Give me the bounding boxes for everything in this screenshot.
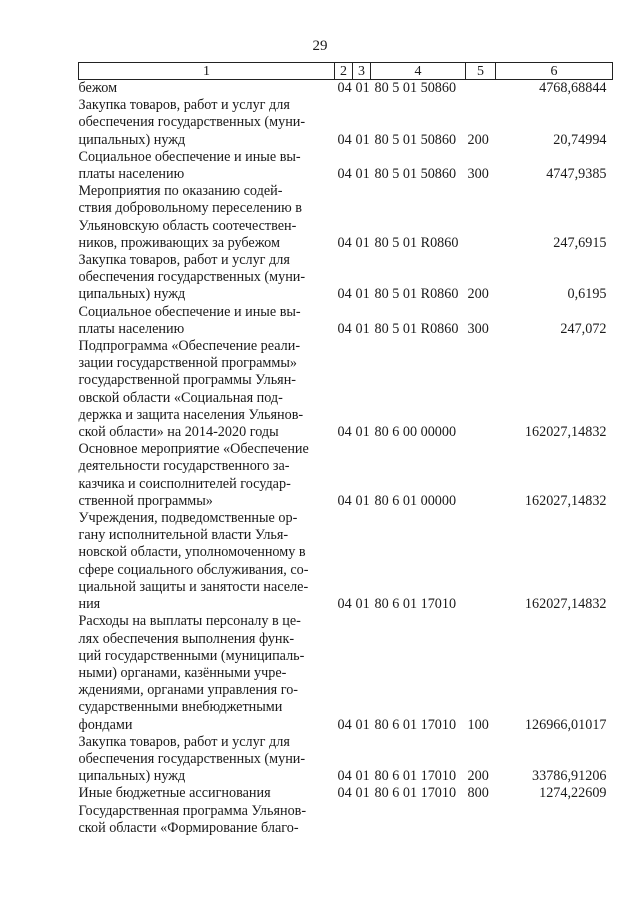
expense-type-code: 200 — [467, 286, 489, 303]
expense-type-code: 300 — [467, 320, 489, 337]
row-description — [79, 252, 335, 304]
section-code: 04 — [337, 234, 352, 251]
amount-value: 162027,14832 — [524, 492, 607, 509]
description-line: Расходы на выплаты персоналу в це- — [78, 613, 301, 630]
section-code: 04 — [337, 596, 352, 613]
subsection-code: 01 — [355, 320, 370, 337]
description-line: Закупка товаров, работ и услуг для — [78, 733, 290, 750]
expense-type-code: 300 — [467, 166, 489, 183]
col-header-section: 2 — [335, 63, 353, 80]
section-code: 04 — [337, 286, 352, 303]
description-line: лях обеспечения выполнения функ- — [78, 630, 295, 647]
amount-value: 162027,14832 — [524, 424, 607, 441]
expense-type-code — [466, 803, 496, 837]
description-line: ций государственными (муниципаль- — [78, 647, 305, 664]
amount-value: 4747,9385 — [546, 166, 607, 183]
target-article-code: 80 5 01 R0860 — [374, 234, 459, 251]
subsection-code: 01 — [355, 716, 370, 733]
section-code: 04 — [337, 768, 352, 785]
table-body — [79, 80, 613, 837]
description-line: обеспечения государственных (муни- — [78, 750, 306, 767]
target-article-code: 80 6 01 17010 — [374, 716, 457, 733]
table-row — [79, 803, 613, 837]
target-article-code: 80 5 01 50860 — [374, 80, 457, 96]
description-line: ципальных) нужд — [78, 286, 186, 303]
description-line: сударственными внебюджетными — [78, 699, 283, 716]
section-code: 04 — [337, 320, 352, 337]
section-code — [335, 803, 353, 837]
expense-type-code — [466, 338, 496, 441]
amount-value: 247,072 — [560, 320, 607, 337]
description-line: платы населению — [78, 166, 185, 183]
expense-type-code: 200 — [467, 131, 489, 148]
section-code: 04 — [337, 166, 352, 183]
subsection-code: 01 — [355, 768, 370, 785]
description-line: гану исполнительной власти Улья- — [78, 527, 289, 544]
target-article-code: 80 5 01 50860 — [374, 131, 457, 148]
description-line: казчика и соисполнителей государ- — [78, 475, 291, 492]
subsection-code: 01 — [355, 166, 370, 183]
target-article-code: 80 6 01 17010 — [374, 768, 457, 785]
row-description — [79, 613, 335, 733]
row-description — [79, 80, 335, 98]
expense-type-code — [466, 510, 496, 613]
description-line: овской области «Социальная под- — [78, 389, 283, 406]
row-description — [79, 149, 335, 183]
target-article-code: 80 5 01 R0860 — [374, 320, 459, 337]
description-line: обеспечения государственных (муни- — [78, 114, 306, 131]
table-row — [79, 304, 613, 338]
row-description — [79, 97, 335, 149]
description-line: фондами — [78, 716, 133, 733]
subsection-code: 01 — [355, 80, 370, 96]
description-line: бежом — [78, 80, 118, 96]
description-line: зации государственной программы» — [78, 355, 297, 372]
amount-value: 4768,68844 — [539, 80, 607, 96]
expense-type-code: 100 — [467, 716, 489, 733]
expense-type-code — [466, 80, 496, 98]
row-description — [79, 441, 335, 510]
table-row — [79, 183, 613, 252]
description-line: ствия добровольному переселению в — [78, 200, 302, 217]
description-line: ственной программы» — [78, 492, 213, 509]
description-line: Государственная программа Ульянов- — [78, 802, 307, 819]
description-line: Иные бюджетные ассигнования — [78, 785, 271, 802]
table-row — [79, 441, 613, 510]
subsection-code: 01 — [355, 286, 370, 303]
description-line: государственной программы Ульян- — [78, 372, 297, 389]
row-description — [79, 803, 335, 837]
header-row — [79, 63, 613, 80]
target-article-code: 80 6 01 00000 — [374, 492, 457, 509]
amount-value: 33786,91206 — [532, 768, 607, 785]
col-header-target-article: 4 — [371, 63, 466, 80]
row-description — [79, 338, 335, 441]
description-line: Закупка товаров, работ и услуг для — [78, 252, 290, 269]
row-description — [79, 183, 335, 252]
section-code: 04 — [337, 492, 352, 509]
amount-value: 126966,01017 — [524, 716, 607, 733]
table-row — [79, 338, 613, 441]
table-row — [79, 785, 613, 802]
description-line: держка и защита населения Ульянов- — [78, 406, 304, 423]
amount-value — [496, 803, 613, 837]
subsection-code: 01 — [355, 596, 370, 613]
description-line: ципальных) нужд — [78, 768, 186, 785]
expense-type-code: 800 — [467, 785, 489, 802]
target-article-code: 80 6 00 00000 — [374, 424, 457, 441]
section-code: 04 — [337, 424, 352, 441]
page-number: 29 — [312, 38, 328, 54]
row-description — [79, 304, 335, 338]
target-article-code: 80 6 01 17010 — [374, 596, 457, 613]
description-line: Социальное обеспечение и иные вы- — [78, 303, 301, 320]
subsection-code: 01 — [355, 234, 370, 251]
description-line: ждениями, органами управления го- — [78, 682, 299, 699]
description-line: Подпрограмма «Обеспечение реали- — [78, 338, 301, 355]
description-line: платы населению — [78, 320, 185, 337]
description-line: обеспечения государственных (муни- — [78, 269, 306, 286]
section-code: 04 — [337, 131, 352, 148]
description-line: Социальное обеспечение и иные вы- — [78, 148, 301, 165]
table-row — [79, 734, 613, 786]
col-header-amount: 6 — [496, 63, 613, 80]
subsection-code: 01 — [355, 424, 370, 441]
description-line: ников, проживающих за рубежом — [78, 234, 280, 251]
description-line: ния — [78, 596, 101, 613]
col-header-description: 1 — [79, 63, 335, 80]
table-row — [79, 252, 613, 304]
expense-type-code — [466, 441, 496, 510]
description-line: Закупка товаров, работ и услуг для — [78, 97, 290, 114]
description-line: ципальных) нужд — [78, 131, 186, 148]
subsection-code: 01 — [355, 131, 370, 148]
subsection-code: 01 — [355, 785, 370, 802]
expense-type-code — [466, 183, 496, 252]
section-code: 04 — [337, 80, 352, 96]
section-code: 04 — [337, 785, 352, 802]
description-line: деятельности государственного за- — [78, 458, 290, 475]
table-row — [79, 510, 613, 613]
description-line: новской области, уполномоченному в — [78, 544, 306, 561]
subsection-code — [353, 803, 371, 837]
target-article-code: 80 5 01 50860 — [374, 166, 457, 183]
table-row — [79, 149, 613, 183]
table-row — [79, 97, 613, 149]
target-article-code: 80 6 01 17010 — [374, 785, 457, 802]
table-row — [79, 80, 613, 98]
section-code: 04 — [337, 716, 352, 733]
amount-value: 0,6195 — [567, 286, 607, 303]
row-description — [79, 734, 335, 786]
col-header-expense-type: 5 — [466, 63, 496, 80]
table-row — [79, 613, 613, 733]
row-description — [79, 785, 335, 802]
row-description — [79, 510, 335, 613]
description-line: Основное мероприятие «Обеспечение — [78, 441, 309, 458]
amount-value: 247,6915 — [553, 234, 607, 251]
amount-value: 162027,14832 — [524, 596, 607, 613]
expense-type-code: 200 — [467, 768, 489, 785]
description-line: Учреждения, подведомственные ор- — [78, 510, 298, 527]
description-line: ской области «Формирование благо- — [78, 819, 299, 836]
target-article-code — [371, 803, 466, 837]
amount-value: 20,74994 — [553, 131, 607, 148]
description-line: циальной защиты и занятости населе- — [78, 578, 309, 595]
description-line: сфере социального обслуживания, со- — [78, 561, 309, 578]
description-line: Мероприятия по оказанию содей- — [78, 183, 283, 200]
amount-value: 1274,22609 — [539, 785, 607, 802]
subsection-code: 01 — [355, 492, 370, 509]
target-article-code: 80 5 01 R0860 — [374, 286, 459, 303]
budget-table — [78, 62, 613, 837]
description-line: ными) органами, казёнными учре- — [78, 664, 287, 681]
description-line: ской области» на 2014-2020 годы — [78, 424, 279, 441]
description-line: Ульяновскую область соотечествен- — [78, 217, 297, 234]
col-header-subsection: 3 — [353, 63, 371, 80]
